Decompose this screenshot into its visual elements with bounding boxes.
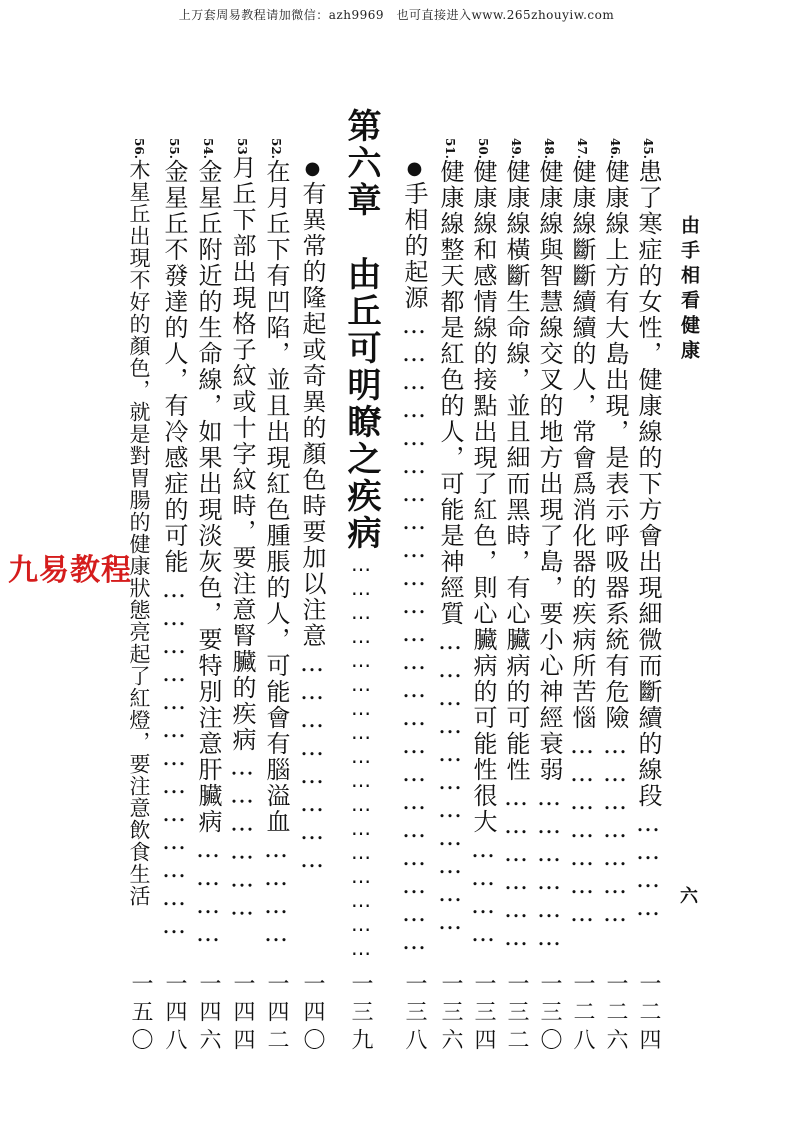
toc-entry-54[interactable] [196,138,220,947]
entry-number: 50. [476,138,490,159]
entry-number: 52. [269,138,283,159]
leader-dots: ………… [634,808,662,921]
leader-dots: ………………………………… [160,574,188,939]
entry-title: 手相的起源 [400,181,428,311]
entry-page-origin: 一三八 [402,972,427,1056]
entry-title: 健康線斷斷續續的人，常會爲消化器的疾病所苦惱 [568,158,596,731]
toc-entry-origin[interactable] [402,158,426,955]
chapter-page: 一三九 [348,972,373,1056]
entry-title: 健康線和感情線的接點出現了紅色，則心臟病的可能性很大 [469,158,497,835]
entry-title: 有異常的隆起或奇異的顏色時要加以注意 [298,181,326,649]
entry-title: 健康線與智慧線交叉的地方出現了島，要小心神經衰弱 [535,158,563,783]
leader-dots: …………………………… [436,626,464,935]
leader-dots: ……………… [502,782,530,951]
entry-title: 健康線整天都是紅色的人，可能是神經質 [436,158,464,627]
toc-entry-52[interactable] [264,138,288,947]
leader-dots: ………… [469,834,497,947]
entry-number: 49. [509,138,523,159]
entry-title: 健康線上方有大島出現，是表示呼吸器系統有危險 [601,158,629,731]
entry-title: 健康線橫斷生命線，並且細而黑時，有心臟病的可能性 [502,158,530,783]
entry-number: 54. [201,138,215,159]
entry-title: 金星丘附近的生命線，如果出現淡灰色，要特別注意肝臟病 [194,158,222,835]
chapter-heading[interactable] [341,108,381,960]
bullet-icon: ● [302,158,323,181]
entry-number: 55. [167,138,181,159]
entry-title: 金星丘不發達的人，有冷感症的可能 [160,158,188,575]
leader-dots: ………… [262,834,290,947]
running-head: 由手相看健康 [678,215,700,365]
toc-entry-56[interactable] [128,138,149,907]
entry-page-56: 一五〇 [128,972,153,1056]
entry-number: 51. [443,138,457,159]
entry-page-53: 一四四 [230,972,255,1056]
chapter-title: 第六章 由丘可明瞭之疾病 [341,108,381,552]
entry-page-45: 一二四 [636,972,661,1056]
toc-entry-53[interactable] [230,138,254,921]
entry-page-47: 一二八 [570,972,595,1056]
entry-number: 48. [542,138,556,159]
entry-page-chapter-intro: 一四〇 [300,972,325,1056]
toc-entry-46[interactable] [603,138,627,927]
leader-dots: …………………… [298,649,326,873]
entry-page-50: 一三四 [471,972,496,1056]
toc-entry-51[interactable] [438,138,462,935]
entry-number: 56. [132,138,146,159]
entry-number: 53 [235,138,249,155]
toc-entry-47[interactable] [570,138,594,927]
leader-dots: ……………… [535,782,563,951]
entry-page-55: 一四八 [162,972,187,1056]
toc-entry-55[interactable] [162,138,186,939]
entry-page-48: 一三〇 [537,972,562,1056]
entry-title: 在月丘下有凹陷，並且出現紅色腫脹的人，可能會有腦溢血 [262,158,290,835]
toc-entry-45[interactable] [636,138,660,921]
entry-page-52: 一四二 [264,972,289,1056]
top-banner: 上万套周易教程请加微信：azh9969 也可直接进入www.265zhouyiw.com [178,8,615,22]
toc-entry-49[interactable] [504,138,528,951]
page-folio: 六 [680,886,698,907]
entry-number: 46. [608,138,622,159]
leader-dots: …………………………………………… [349,552,373,960]
entry-title: 木星丘出現不好的顏色，就是對胃腸的健康狀態亮起了紅燈，要注意飲食生活 [127,158,151,907]
entry-number: 47. [575,138,589,159]
leader-dots: ……………… [228,752,256,921]
leader-dots: ………… [194,834,222,947]
toc-entry-48[interactable] [537,138,561,951]
entry-page-51: 一三六 [438,972,463,1056]
entry-title: 月丘下部出現格子紋或十字紋時，要注意腎臟的疾病 [228,154,256,753]
entry-page-49: 一三二 [504,972,529,1056]
leader-dots: …………………………………………………………… [400,311,428,955]
entry-title: 患了寒症的女性，健康線的下方會出現細微而斷續的線段 [634,158,662,809]
toc-entry-50[interactable] [471,138,495,947]
leader-dots: ………………… [601,730,629,927]
entry-page-54: 一四六 [196,972,221,1056]
watermark-logo: 九易教程 [8,553,132,588]
entry-page-46: 一二六 [603,972,628,1056]
toc-entry-chapter-intro[interactable] [300,158,324,873]
leader-dots: ………………… [568,730,596,927]
entry-number: 45. [641,138,655,159]
bullet-icon: ● [404,158,425,181]
